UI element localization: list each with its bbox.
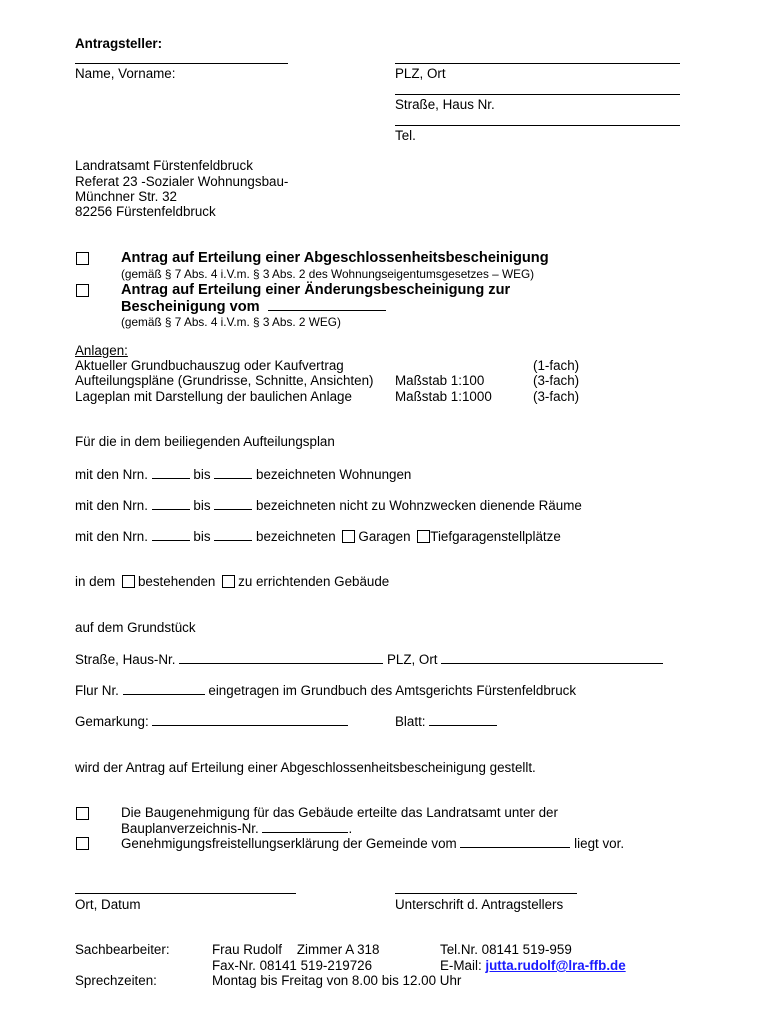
email-row [440,958,626,974]
nrn-label: mit den Nrn. [75,467,148,482]
liegt-vor-text: liegt vor. [574,836,625,851]
signature-label: Unterschrift d. Antragstellers [395,897,564,912]
tel-line[interactable] [395,125,680,126]
blatt-label: Blatt: [395,714,426,729]
strasse-field[interactable] [179,651,383,664]
plz-label: PLZ, Ort [395,66,446,81]
checkbox-garagen[interactable] [342,530,355,543]
option2-title2-text: Bescheinigung vom [121,299,260,315]
street-line[interactable] [395,94,680,95]
nr-to-field[interactable] [214,497,252,510]
nrn-label: mit den Nrn. [75,498,148,513]
plz-ort-label: PLZ, Ort [386,652,438,667]
gemarkung-field[interactable] [152,713,348,726]
bestehenden-label: bestehenden [137,574,216,589]
row-gebaeude [75,574,389,590]
flur-suffix: eingetragen im Grundbuch des Amtsgerichts Fürstenfeldbruck [208,683,577,698]
blatt-field[interactable] [429,713,497,726]
nr-from-field[interactable] [152,528,190,541]
row-strasse [75,651,663,668]
recipient-line1: Landratsamt Fürstenfeldbruck [75,158,253,173]
checkbox-baugenehmigung[interactable] [76,807,89,820]
permit-line2-text: Bauplanverzeichnis-Nr. [121,821,259,836]
name-line[interactable] [75,63,288,64]
bauplan-nr-field[interactable] [262,820,348,833]
recipient-line3: Münchner Str. 32 [75,189,177,204]
street-label: Straße, Haus Nr. [395,97,495,112]
in-dem-label: in dem [75,574,116,589]
nr-to-field[interactable] [214,466,252,479]
email-link[interactable]: jutta.rudolf@lra-ffb.de [485,958,626,973]
exemption-line [121,835,624,852]
intro-text: Für die in dem beiliegenden Aufteilungsplan [75,434,335,449]
attachments-heading-text: Anlagen: [75,343,128,358]
attachment-1-name: Aktueller Grundbuchauszug oder Kaufvertrag [75,358,344,373]
name-label: Name, Vorname: [75,66,176,81]
bis-label: bis [193,498,211,513]
exemption-text: Genehmigungsfreistellungserklärung der Gemeinde vom [121,836,457,851]
attachment-1-copies: (1-fach) [533,358,580,373]
bis-label: bis [193,529,211,544]
checkbox-zu-errichten[interactable] [222,575,235,588]
plz-ort-field[interactable] [441,651,663,664]
attachment-2-scale: Maßstab 1:100 [395,373,485,388]
fax-info: Fax-Nr. 08141 519-219726 [212,958,373,973]
clerk-label: Sachbearbeiter: [75,942,170,957]
permit-line2: Bauplanverzeichnis-Nr. . [121,821,353,836]
checkbox-freistellung[interactable] [76,837,89,850]
attachment-2-copies: (3-fach) [533,373,580,388]
garagen-label: Garagen [358,529,411,544]
attachment-3-copies: (3-fach) [533,389,580,404]
grundstueck-label: auf dem Grundstück [75,620,196,635]
flur-label: Flur Nr. [75,683,119,698]
tiefgarage-label: Tiefgaragenstellplätze [430,529,561,544]
attachment-3-name: Lageplan mit Darstellung der baulichen Anlage [75,389,352,404]
option2-title: Antrag auf Erteilung einer Änderungsbescheinigung zur [121,282,511,298]
bis-label: bis [193,467,211,482]
plz-line[interactable] [395,63,680,64]
row-gemarkung [75,713,348,730]
gemarkung-label: Gemarkung: [75,714,149,729]
signature-line[interactable] [395,893,577,894]
nr-from-field[interactable] [152,497,190,510]
checkbox-tiefgarage[interactable] [417,530,430,543]
tel-label: Tel. [395,128,416,143]
flur-field[interactable] [123,682,205,695]
phone-info: Tel.Nr. 08141 519-959 [440,942,572,957]
exemption-date-field[interactable] [460,835,570,848]
recipient-line2: Referat 23 -Sozialer Wohnungsbau- [75,174,289,189]
permit-line1: Die Baugenehmigung für das Gebäude erteilte das Landratsamt unter der [121,805,558,820]
option1-note: (gemäß § 7 Abs. 4 i.V.m. § 3 Abs. 2 des Wohnungseigentumsgesetzes – WEG) [121,267,535,281]
applicant-title: Antragsteller: [75,36,163,51]
checkbox-aenderung[interactable] [76,284,89,297]
option2-date-field[interactable] [268,298,386,311]
row-wohnungen [75,466,411,483]
place-date-label: Ort, Datum [75,897,141,912]
place-date-line[interactable] [75,893,296,894]
row-blatt [395,713,497,730]
option1-title: Antrag auf Erteilung einer Abgeschlossenheitsbescheinigung [121,250,549,266]
attachment-2-name: Aufteilungspläne (Grundrisse, Schnitte, Ansichten) [75,373,374,388]
recipient-line4: 82256 Fürstenfeldbruck [75,204,216,219]
attachments-heading [75,343,128,359]
row-garagen [75,528,561,545]
statement-text: wird der Antrag auf Erteilung einer Abgeschlossenheitsbescheinigung gestellt. [75,760,536,775]
clerk-info: Frau Rudolf Zimmer A 318 [212,942,380,957]
hours-info: Montag bis Freitag von 8.00 bis 12.00 Uhr [212,973,462,988]
row-suffix: bezeichneten nicht zu Wohnzwecken dienende Räume [256,498,582,513]
row-flur [75,682,576,699]
strasse-label: Straße, Haus-Nr. [75,652,176,667]
nr-from-field[interactable] [152,466,190,479]
checkbox-abgeschlossenheit[interactable] [76,252,89,265]
row-suffix: bezeichneten [256,529,336,544]
checkbox-bestehend[interactable] [122,575,135,588]
option2-note: (gemäß § 7 Abs. 4 i.V.m. § 3 Abs. 2 WEG) [121,315,341,329]
row-suffix: bezeichneten Wohnungen [256,467,412,482]
attachment-3-scale: Maßstab 1:1000 [395,389,492,404]
nrn-label: mit den Nrn. [75,529,148,544]
hours-label: Sprechzeiten: [75,973,157,988]
row-raeume [75,497,582,514]
zu-errichtenden-label: zu errichtenden Gebäude [238,574,390,589]
email-label: E-Mail: [440,958,482,973]
nr-to-field[interactable] [214,528,252,541]
option2-title2 [121,298,386,315]
